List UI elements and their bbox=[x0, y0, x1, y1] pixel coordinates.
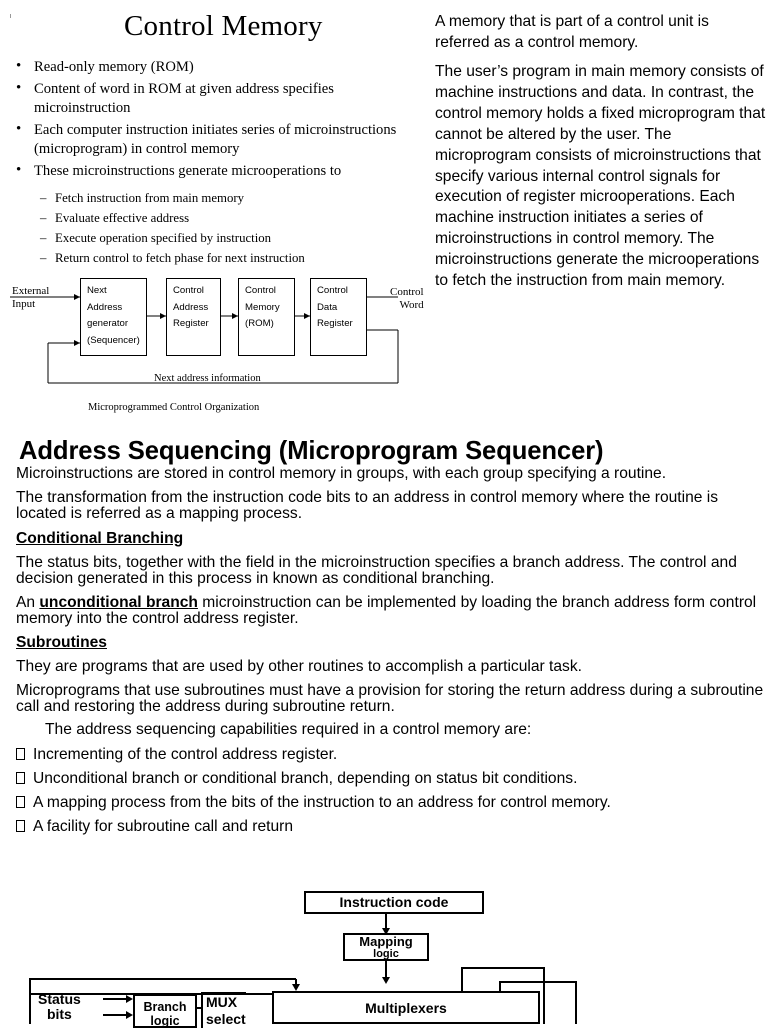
block-line: Memory bbox=[245, 301, 280, 313]
bullet-item: • Each computer instruction initiates series of microinstructions (microprogram) in control memory bbox=[14, 121, 436, 159]
control-memory-bullets bbox=[14, 58, 432, 184]
bullet-item: • These microinstructions generate microoperations to bbox=[14, 162, 432, 181]
paragraph: Microinstructions are stored in control memory in groups, with each group specifying a routine. bbox=[16, 465, 667, 482]
block-line: (Sequencer) bbox=[87, 334, 140, 346]
control-memory-title: Control Memory bbox=[124, 10, 323, 42]
external-input-label bbox=[12, 285, 49, 311]
block-line: Next bbox=[87, 285, 107, 296]
mapping-logic-box bbox=[343, 933, 429, 961]
block-line: (ROM) bbox=[245, 318, 274, 329]
block-line: Register bbox=[173, 318, 209, 329]
block-line: generator bbox=[87, 318, 129, 329]
control-memory-rom-block bbox=[238, 278, 295, 356]
bullet-item: • Read-only memory (ROM) bbox=[14, 58, 432, 77]
capability-item bbox=[16, 770, 577, 788]
control-memory-definition: A memory that is part of a control unit is referred as a control memory. bbox=[435, 13, 709, 51]
block-line: Register bbox=[317, 318, 353, 329]
block-line: Data bbox=[317, 301, 338, 313]
paragraph: The address sequencing capabilities required in a control memory are: bbox=[45, 721, 532, 738]
label-line: Word bbox=[399, 299, 424, 311]
paragraph: The status bits, together with the field in the microinstruction specifies a branch address. The control and decision generated in this process in known as conditional branching. bbox=[16, 554, 737, 587]
label-line: bits bbox=[46, 1006, 72, 1022]
capability-text: Unconditional branch or conditional branch, depending on status bit conditions. bbox=[33, 770, 578, 787]
text-run: microinstruction can be implemented by loading the branch address form control memory into the control address register. bbox=[16, 594, 757, 627]
control-memory-sub-bullets bbox=[40, 188, 305, 268]
bullet-box bbox=[16, 772, 25, 784]
mux-select-label bbox=[201, 992, 246, 1028]
capability-text: A facility for subroutine call and return bbox=[33, 818, 294, 835]
address-sequencing-title: Address Sequencing (Microprogram Sequencer) bbox=[19, 437, 604, 465]
status-bits-label bbox=[38, 992, 81, 1022]
sequencer-diagram bbox=[0, 886, 768, 1028]
subroutines-heading: Subroutines bbox=[16, 634, 107, 651]
paragraph: They are programs that are used by other routines to accomplish a particular task. bbox=[16, 658, 582, 675]
bullet-box bbox=[16, 748, 25, 760]
sub-bullet-item: – Execute operation specified by instruction bbox=[40, 228, 305, 248]
control-data-register-block bbox=[310, 278, 367, 356]
sub-bullet-item: – Fetch instruction from main memory bbox=[40, 188, 305, 208]
bullet-box bbox=[16, 796, 25, 808]
label-line: MUX bbox=[206, 994, 238, 1010]
block-line: Control bbox=[317, 285, 348, 296]
block-line: Address bbox=[173, 301, 209, 313]
capability-item bbox=[16, 746, 337, 764]
box-line: logic bbox=[373, 948, 399, 960]
capability-text: Incrementing of the control address register. bbox=[33, 746, 338, 763]
text-run: An bbox=[16, 594, 40, 611]
capability-text: A mapping process from the bits of the instruction to an address for control memory. bbox=[33, 794, 611, 811]
bullet-box bbox=[16, 820, 25, 832]
paragraph bbox=[16, 595, 766, 627]
label-line: External bbox=[12, 285, 50, 297]
next-address-generator-block bbox=[80, 278, 147, 356]
control-memory-explanation: The user’s program in main memory consists of machine instructions and data. In contrast, the control memory holds a fixed microprogram that cannot be altered by the user. The microprogram consists of microinstructions that specify various internal control signals for execution of register microoperations. Each machine instruction initiates a series of microinstructions in control memory. The microinstructions generate the microoperations to fetch the instruction from main memory. bbox=[435, 63, 766, 290]
label-line: Control bbox=[390, 286, 424, 298]
control-organization-diagram bbox=[0, 270, 432, 420]
box-line: Mapping bbox=[359, 934, 413, 949]
label-line: Input bbox=[12, 298, 36, 310]
block-line: Address bbox=[87, 301, 123, 313]
bullet-item: • Content of word in ROM at given address specifies microinstruction bbox=[14, 80, 432, 118]
paragraph: Microprograms that use subroutines must have a provision for storing the return address during a subroutine call and restoring the address during subroutine return. bbox=[16, 682, 764, 715]
box-line: Branch bbox=[143, 1000, 187, 1014]
capability-item bbox=[16, 818, 293, 836]
instruction-code-box: Instruction code bbox=[304, 891, 484, 914]
block-line: Control bbox=[173, 285, 204, 296]
label-line: select bbox=[206, 1011, 246, 1027]
branch-logic-box bbox=[133, 994, 197, 1028]
control-address-register-block bbox=[166, 278, 221, 356]
box-line: logic bbox=[150, 1014, 180, 1028]
paragraph: The transformation from the instruction code bits to an address in control memory where the routine is located is referred as a mapping process. bbox=[16, 489, 719, 522]
multiplexers-box: Multiplexers bbox=[272, 991, 540, 1024]
feedback-label: Next address information bbox=[154, 373, 261, 384]
diagram-caption: Microprogrammed Control Organization bbox=[88, 402, 260, 413]
sub-bullet-item: – Evaluate effective address bbox=[40, 208, 305, 228]
sub-bullet-item: – Return control to fetch phase for next instruction bbox=[40, 248, 305, 268]
conditional-branching-heading: Conditional Branching bbox=[16, 530, 184, 547]
control-word-label bbox=[390, 286, 424, 312]
capability-item bbox=[16, 794, 611, 812]
top-left-mark bbox=[10, 14, 11, 18]
block-line: Control bbox=[245, 285, 276, 296]
label-line: Status bbox=[38, 991, 81, 1007]
unconditional-branch-term: unconditional branch bbox=[39, 594, 198, 611]
